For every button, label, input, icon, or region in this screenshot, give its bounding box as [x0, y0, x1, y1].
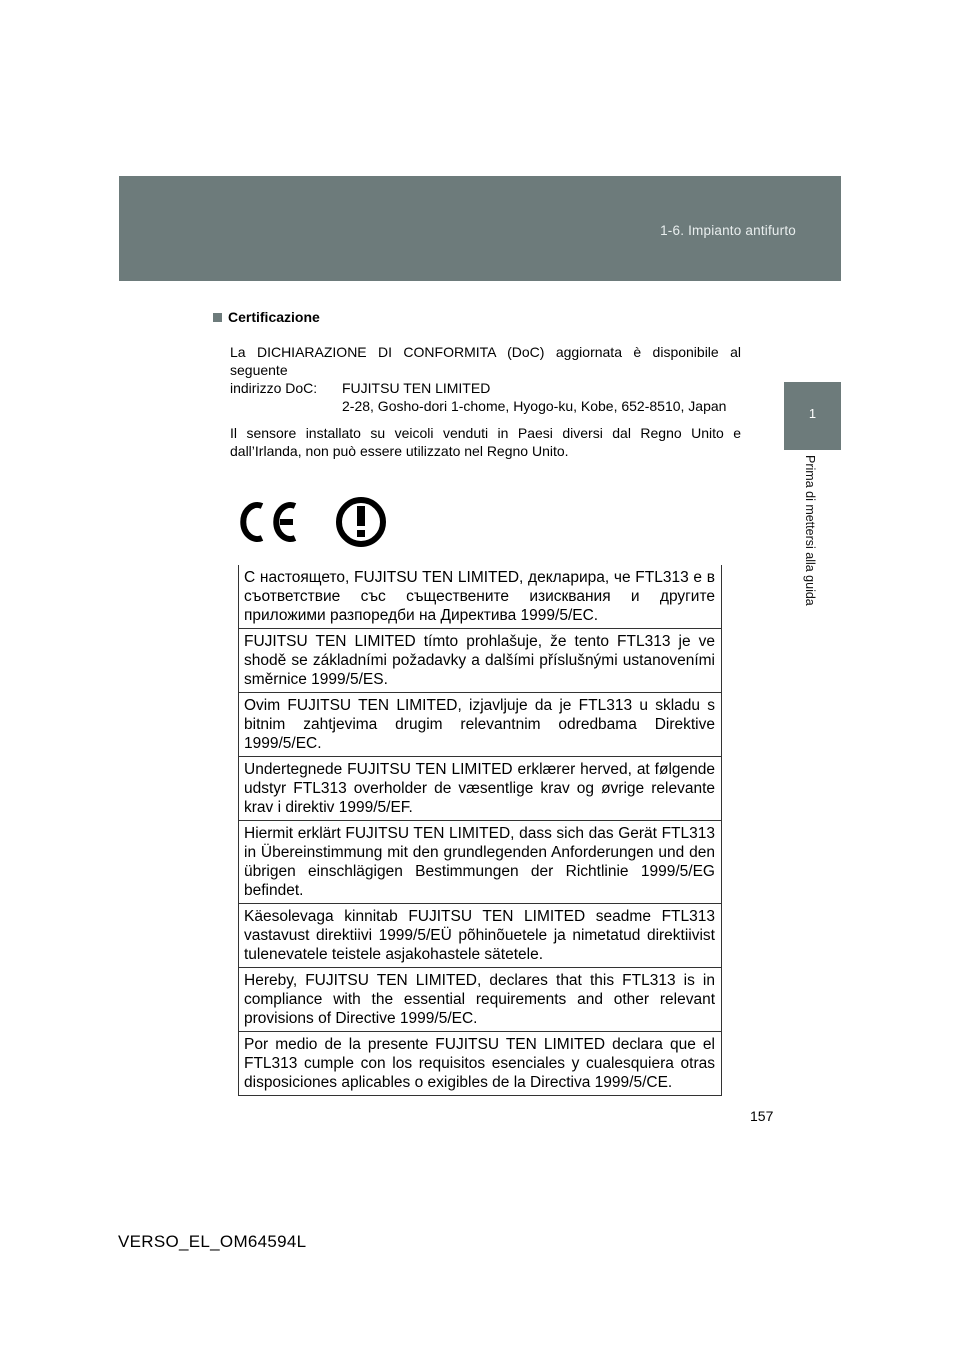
ce-alert-marks [236, 492, 396, 552]
address-line: 2-28, Gosho-dori 1-chome, Hyogo-ku, Kobe, 652-8510, Japan [342, 398, 727, 414]
alert-class2-icon [339, 500, 383, 544]
declaration-et: Käesolevaga kinnitab FUJITSU TEN LIMITED seadme FTL313 vastavust direktiivi 1999/5/EÜ põhinõuetele ja nimetatud direktiivist tulenevatele teistele asjakohastele sätetele. [239, 904, 721, 968]
address-body [342, 379, 741, 415]
declaration-hr: Ovim FUJITSU TEN LIMITED, izjavljuje da je FTL313 u skladu s bitnim zahtjevima drugim relevantnim odredbama Direktive 1999/5/EC. [239, 693, 721, 757]
note-paragraph: Il sensore installato su veicoli venduti in Paesi diversi dal Regno Unito e dall’Irlanda, non può essere utilizzato nel Regno Unito. [230, 425, 741, 459]
declaration-bg: С настоящето, FUJITSU TEN LIMITED, декларира, че FTL313 е в съответствие със съществените изисквания и другите приложими разпоредби на Директива 1999/5/EC. [239, 565, 721, 629]
page-number: 157 [750, 1108, 774, 1124]
declaration-es: Por medio de la presente FUJITSU TEN LIMITED declara que el FTL313 cumple con los requisitos esenciales y cualesquiera otras disposiciones aplicables o exigibles de la Directiva 1999/5/CE. [239, 1032, 721, 1096]
ce-mark-icon [243, 505, 295, 539]
declaration-en: Hereby, FUJITSU TEN LIMITED, declares that this FTL313 is in compliance with the essential requirements and other relevant provisions of Directive 1999/5/EC. [239, 968, 721, 1032]
chapter-number: 1 [808, 406, 817, 421]
declaration-de: Hiermit erklärt FUJITSU TEN LIMITED, dass sich das Gerät FTL313 in Übereinstimmung mit den grundlegenden Anforderungen und den übrigen einschlägigen Bestimmungen der Richtlinie 1999/5/EG befindet. [239, 821, 721, 904]
section-heading [213, 309, 741, 325]
declaration-da: Undertegnede FUJITSU TEN LIMITED erklærer herved, at følgende udstyr FTL313 overholder de væsentlige krav og øvrige relevante krav i direktiv 1999/5/EF. [239, 757, 721, 821]
square-bullet-icon [213, 313, 222, 322]
address-label: indirizzo DoC: [230, 380, 318, 396]
header-bar [119, 176, 841, 281]
address-line: FUJITSU TEN LIMITED [342, 380, 491, 396]
doc-address [230, 379, 741, 415]
intro-paragraph: La DICHIARAZIONE DI CONFORMITA (DoC) aggiornata è disponibile al seguente [230, 344, 741, 378]
certification-section [213, 309, 741, 460]
declaration-cs: FUJITSU TEN LIMITED tímto prohlašuje, že tento FTL313 je ve shodě se základními požadavky a dalšími příslušnými ustanoveními směrnice 1999/5/ES. [239, 629, 721, 693]
section-title: 1-6. Impianto antifurto [660, 223, 796, 238]
section-heading-text: Certificazione [228, 309, 320, 325]
chapter-tab [784, 382, 841, 450]
document-code: VERSO_EL_OM64594L [118, 1232, 307, 1251]
declarations-table [238, 565, 722, 1096]
chapter-label: Prima di mettersi alla guida [803, 455, 817, 606]
